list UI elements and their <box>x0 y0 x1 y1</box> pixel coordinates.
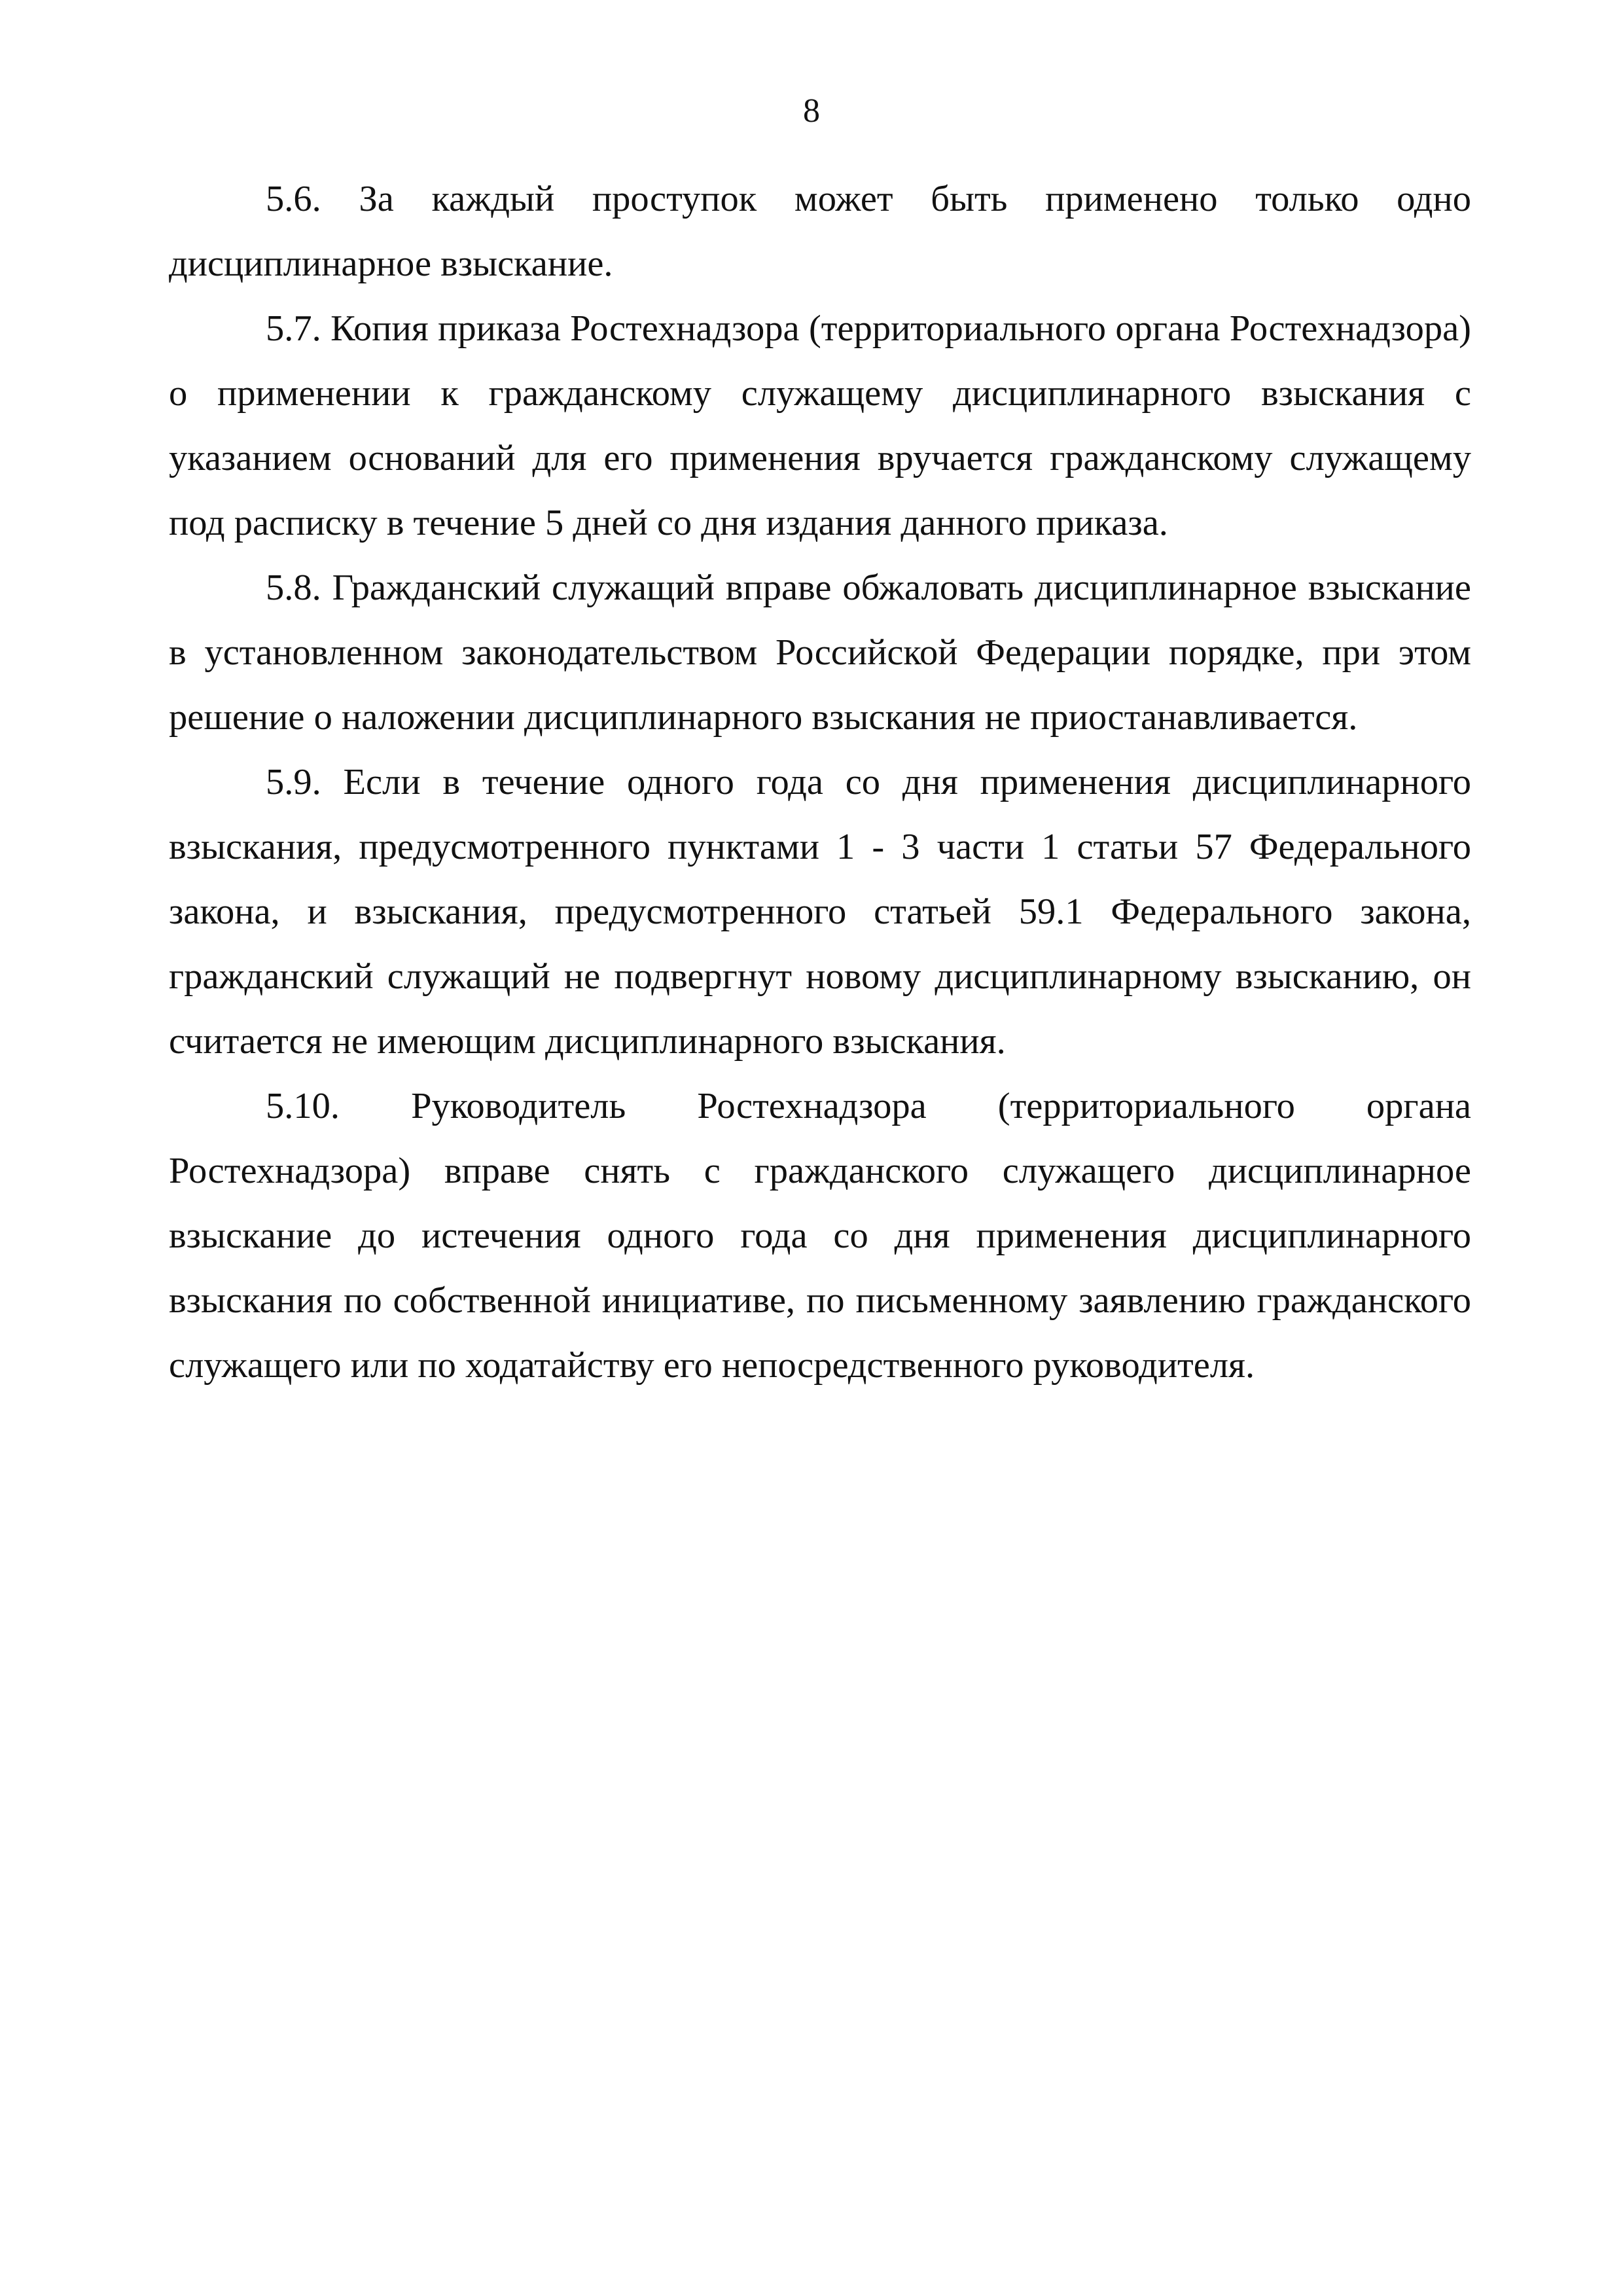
paragraph-text: Копия приказа Ростехнадзора (территориального органа Ростехнадзора) о применении к гражданскому служащему дисциплинарного взыскания с указанием оснований для его применения вручается гражданскому служащему под расписку в течение 5 дней со дня издания данного приказа. <box>169 308 1471 543</box>
paragraph-5-9 <box>169 750 1471 1074</box>
paragraph-text: Руководитель Ростехнадзора (территориального органа Ростехнадзора) вправе снять с гражданского служащего дисциплинарное взыскание до истечения одного года со дня применения дисциплинарного взыскания по собственной инициативе, по письменному заявлению гражданского служащего или по ходатайству его непосредственного руководителя. <box>169 1086 1472 1386</box>
page-number: 8 <box>803 92 820 130</box>
paragraph-5-6 <box>169 167 1471 296</box>
paragraph-number: 5.9. <box>266 762 321 802</box>
paragraph-number: 5.10. <box>266 1086 340 1126</box>
paragraph-text: Гражданский служащий вправе обжаловать дисциплинарное взыскание в установленном законодательством Российской Федерации порядке, при этом решение о наложении дисциплинарного взыскания не приостанавливается. <box>169 567 1471 738</box>
paragraph-text: Если в течение одного года со дня применения дисциплинарного взыскания, предусмотренного пунктами 1 - 3 части 1 статьи 57 Федерального закона, и взыскания, предусмотренного статьей 59.1 Федерального закона, гражданский служащий не подвергнут новому дисциплинарному взысканию, он считается не имеющим дисциплинарного взыскания. <box>169 762 1471 1062</box>
paragraph-number: 5.7. <box>266 308 321 349</box>
paragraph-5-10 <box>169 1074 1471 1398</box>
paragraph-5-7 <box>169 296 1471 556</box>
paragraph-number: 5.8. <box>266 567 321 608</box>
paragraph-text: За каждый проступок может быть применено только одно дисциплинарное взыскание. <box>169 179 1471 284</box>
document-body <box>169 167 1471 1398</box>
paragraph-number: 5.6. <box>266 179 321 219</box>
paragraph-5-8 <box>169 556 1471 750</box>
